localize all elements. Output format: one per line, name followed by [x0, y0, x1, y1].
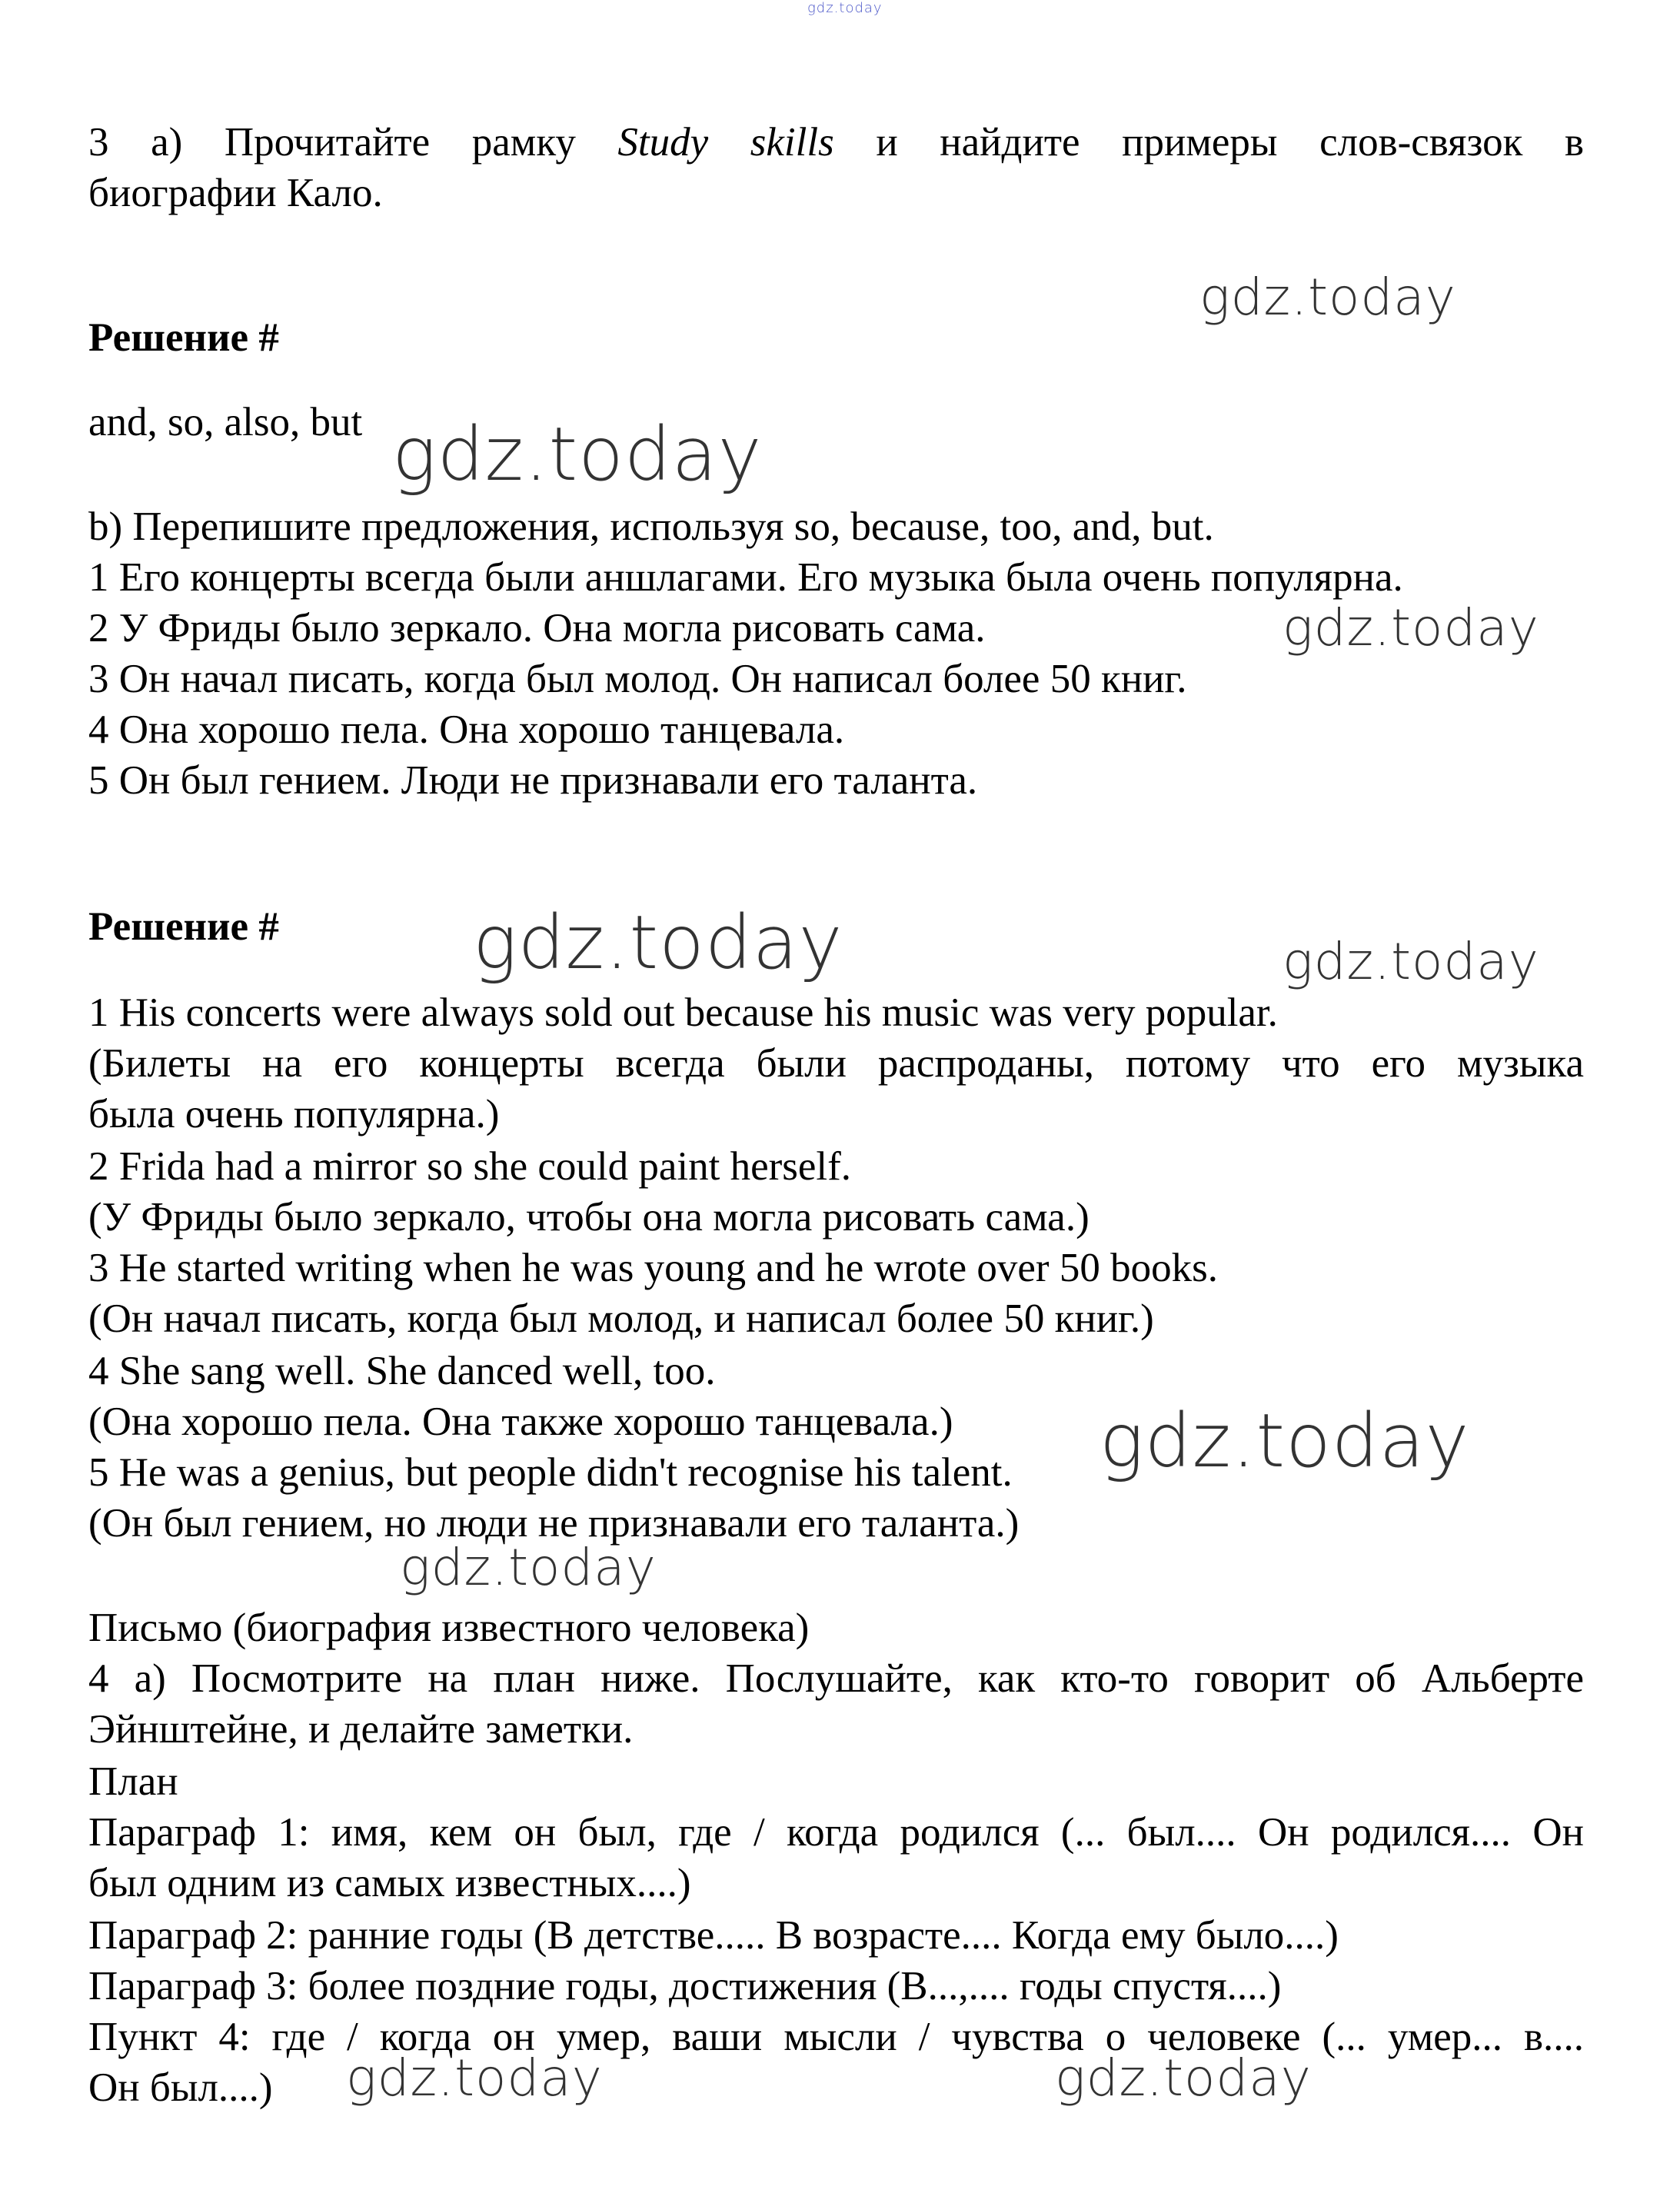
watermark: gdz.today: [1282, 598, 1539, 657]
task3b-item: 2 У Фриды было зеркало. Она могла рисовать сама.: [88, 606, 986, 651]
task4-line1: 4 а) Посмотрите на план ниже. Послушайте, как кто-то говорит об Альберте: [88, 1656, 1584, 1701]
answer-line: (Она хорошо пела. Она также хорошо танцевала.): [88, 1399, 953, 1444]
task3b-item: 4 Она хорошо пела. Она хорошо танцевала.: [88, 707, 845, 752]
task3b-item: 3 Он начал писать, когда был молод. Он написал более 50 книг.: [88, 657, 1187, 701]
watermark: gdz.today: [473, 900, 843, 986]
answer-line: (У Фриды было зеркало, чтобы она могла рисовать сама.): [88, 1195, 1090, 1240]
watermark: gdz.today: [346, 2048, 603, 2108]
watermark: gdz.today: [1055, 2048, 1312, 2108]
task3b-item: 1 Его концерты всегда были аншлагами. Его музыка была очень популярна.: [88, 555, 1403, 600]
watermark: gdz.today: [392, 411, 763, 498]
solution2-label: Решение #: [88, 904, 279, 949]
plan-paragraph-3: Параграф 3: более поздние годы, достижения (В...,.... годы спустя....): [88, 1964, 1282, 2008]
answer-line: (Билеты на его концерты всегда были распроданы, потому что его музыка: [88, 1041, 1584, 1086]
task4-line2: Эйнштейне, и делайте заметки.: [88, 1707, 634, 1752]
answer-line: 1 His concerts were always sold out because his music was very popular.: [88, 990, 1278, 1035]
plan-paragraph-4: Пункт 4: где / когда он умер, ваши мысли / чувства о человеке (... умер... в....: [88, 2015, 1584, 2059]
task3a-suffix: и найдите примеры слов-связок в: [876, 120, 1584, 165]
plan-paragraph-4-cont: Он был....): [88, 2065, 273, 2110]
answer-line: 5 He was a genius, but people didn't recognise his talent.: [88, 1450, 1013, 1495]
answer-line: 2 Frida had a mirror so she could paint herself.: [88, 1144, 852, 1189]
solution1-text: and, so, also, but: [88, 400, 363, 444]
answer-line: 4 She sang well. She danced well, too.: [88, 1349, 716, 1393]
writing-heading: Письмо (биография известного человека): [88, 1606, 810, 1650]
plan-paragraph-2: Параграф 2: ранние годы (В детстве..... В возрасте.... Когда ему было....): [88, 1913, 1339, 1958]
watermark: gdz.today: [1199, 268, 1456, 327]
watermark: gdz.today: [400, 1538, 657, 1597]
plan-paragraph-1: Параграф 1: имя, кем он был, где / когда родился (... был.... Он родился.... Он: [88, 1810, 1584, 1855]
plan-label: План: [88, 1759, 178, 1804]
task3a-line1: [88, 117, 1584, 168]
watermark: gdz.today: [1282, 932, 1539, 991]
task3a-prefix: 3 а) Прочитайте рамку: [88, 120, 576, 165]
task3b-intro: b) Перепишите предложения, используя so, because, too, and, but.: [88, 504, 1214, 549]
solution1-label: Решение #: [88, 315, 279, 360]
task3a-line2: биографии Кало.: [88, 171, 383, 215]
answer-line: (Он начал писать, когда был молод, и написал более 50 книг.): [88, 1296, 1154, 1341]
answer-line: (Он был гением, но люди не признавали его таланта.): [88, 1501, 1020, 1546]
answer-line: была очень популярна.): [88, 1092, 500, 1136]
watermark: gdz.today: [1099, 1398, 1470, 1484]
task3b-item: 5 Он был гением. Люди не признавали его таланта.: [88, 758, 978, 803]
study-skills-italic: Study skills: [617, 120, 834, 165]
top-watermark: gdz.today: [807, 0, 883, 16]
answer-line: 3 He started writing when he was young and he wrote over 50 books.: [88, 1246, 1218, 1290]
plan-paragraph-1-cont: был одним из самых известных....): [88, 1861, 691, 1905]
